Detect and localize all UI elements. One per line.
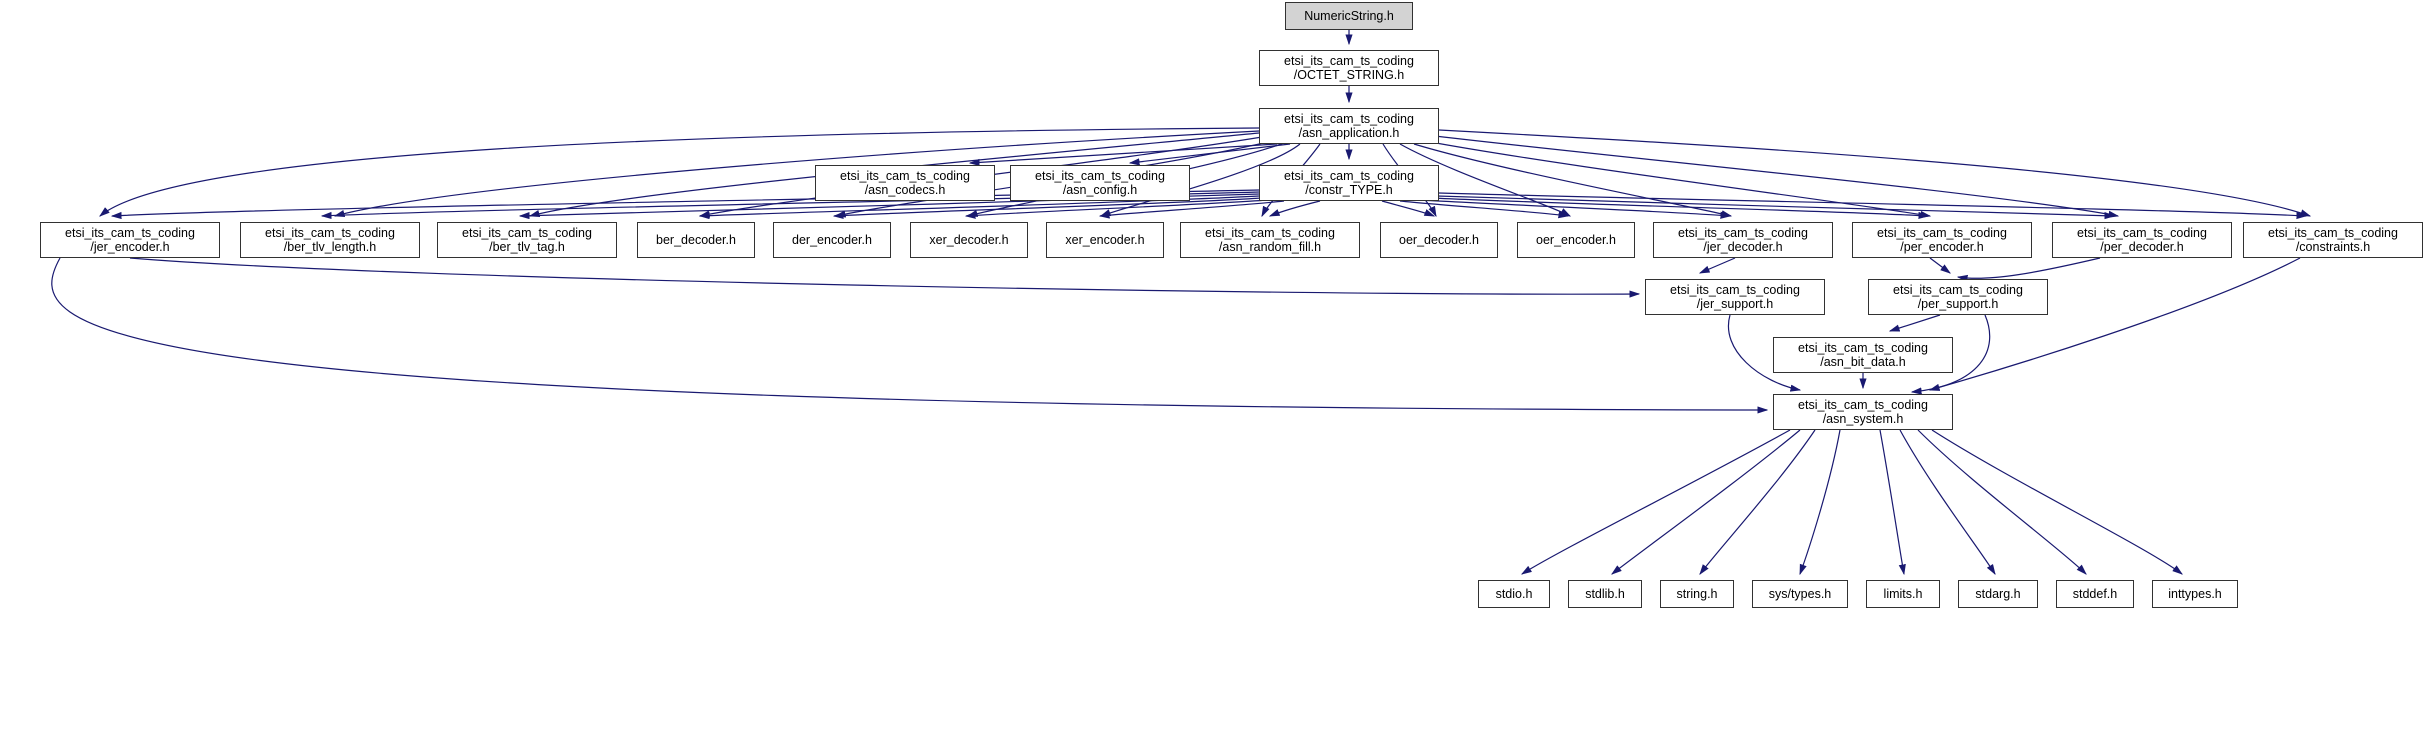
node-label-line1: etsi_its_cam_ts_coding [1284,169,1414,183]
node-label-line2: /asn_codecs.h [864,183,946,197]
node-label-line1: NumericString.h [1304,9,1394,23]
node-label-line1: etsi_its_cam_ts_coding [1284,54,1414,68]
node-der-encoder[interactable] [773,222,891,258]
node-label-line2: /jer_encoder.h [90,240,170,254]
node-jer-encoder[interactable] [40,222,220,258]
node-label-line1: oer_decoder.h [1399,233,1479,247]
node-label-line1: etsi_its_cam_ts_coding [1035,169,1165,183]
node-asn-application[interactable] [1259,108,1439,144]
node-ber-tlv-tag[interactable] [437,222,617,258]
node-label-line2: /ber_tlv_length.h [283,240,377,254]
node-numericstring[interactable] [1285,2,1413,30]
node-label-line2: /jer_support.h [1696,297,1774,311]
node-jer-support[interactable] [1645,279,1825,315]
node-label-line1: inttypes.h [2168,587,2222,601]
node-stdarg[interactable] [1958,580,2038,608]
node-oer-decoder[interactable] [1380,222,1498,258]
node-label-line1: etsi_its_cam_ts_coding [2077,226,2207,240]
node-ber-decoder[interactable] [637,222,755,258]
node-label-line2: /per_decoder.h [2100,240,2184,254]
node-label-line1: stdlib.h [1585,587,1625,601]
node-label-line1: etsi_its_cam_ts_coding [265,226,395,240]
node-label-line1: sys/types.h [1768,587,1832,601]
node-ber-tlv-length[interactable] [240,222,420,258]
node-label-line1: etsi_its_cam_ts_coding [1670,283,1800,297]
node-label-line2: /asn_bit_data.h [1820,355,1906,369]
node-stdlib[interactable] [1568,580,1642,608]
node-label-line2: /OCTET_STRING.h [1293,68,1405,82]
node-sys-types[interactable] [1752,580,1848,608]
node-oer-encoder[interactable] [1517,222,1635,258]
node-label-line2: /jer_decoder.h [1703,240,1783,254]
node-constraints[interactable] [2243,222,2423,258]
node-stddef[interactable] [2056,580,2134,608]
node-label-line1: etsi_its_cam_ts_coding [65,226,195,240]
node-label-line1: etsi_its_cam_ts_coding [2268,226,2398,240]
node-label-line1: xer_encoder.h [1065,233,1145,247]
node-label-line1: etsi_its_cam_ts_coding [1205,226,1335,240]
node-label-line2: /asn_config.h [1062,183,1138,197]
node-label-line2: /constr_TYPE.h [1305,183,1393,197]
node-label-line1: stddef.h [2072,587,2118,601]
node-label-line1: string.h [1676,587,1718,601]
node-limits[interactable] [1866,580,1940,608]
node-label-line2: /ber_tlv_tag.h [489,240,565,254]
node-label-line1: etsi_its_cam_ts_coding [1893,283,2023,297]
node-inttypes[interactable] [2152,580,2238,608]
node-octet-string[interactable] [1259,50,1439,86]
node-label-line2: /constraints.h [2295,240,2371,254]
node-label-line1: etsi_its_cam_ts_coding [1877,226,2007,240]
node-label-line1: der_encoder.h [792,233,872,247]
node-label-line1: stdarg.h [1975,587,2021,601]
node-label-line2: /asn_random_fill.h [1218,240,1322,254]
node-label-line1: etsi_its_cam_ts_coding [1798,341,1928,355]
node-per-support[interactable] [1868,279,2048,315]
node-string[interactable] [1660,580,1734,608]
node-asn-config[interactable] [1010,165,1190,201]
node-label-line1: etsi_its_cam_ts_coding [840,169,970,183]
node-label-line1: etsi_its_cam_ts_coding [1798,398,1928,412]
node-label-line2: /per_encoder.h [1900,240,1984,254]
node-xer-decoder[interactable] [910,222,1028,258]
node-label-line1: oer_encoder.h [1536,233,1616,247]
node-jer-decoder[interactable] [1653,222,1833,258]
node-per-decoder[interactable] [2052,222,2232,258]
node-label-line2: /per_support.h [1917,297,1999,311]
node-per-encoder[interactable] [1852,222,2032,258]
node-asn-codecs[interactable] [815,165,995,201]
node-xer-encoder[interactable] [1046,222,1164,258]
node-stdio[interactable] [1478,580,1550,608]
node-label-line1: limits.h [1883,587,1923,601]
node-label-line1: xer_decoder.h [929,233,1009,247]
node-asn-system[interactable] [1773,394,1953,430]
node-asn-bit-data[interactable] [1773,337,1953,373]
node-label-line1: stdio.h [1495,587,1533,601]
node-label-line1: etsi_its_cam_ts_coding [1678,226,1808,240]
node-label-line1: etsi_its_cam_ts_coding [1284,112,1414,126]
node-constr-type[interactable] [1259,165,1439,201]
node-asn-random-fill[interactable] [1180,222,1360,258]
node-label-line1: etsi_its_cam_ts_coding [462,226,592,240]
node-label-line2: /asn_application.h [1298,126,1400,140]
node-label-line2: /asn_system.h [1822,412,1904,426]
node-label-line1: ber_decoder.h [656,233,736,247]
